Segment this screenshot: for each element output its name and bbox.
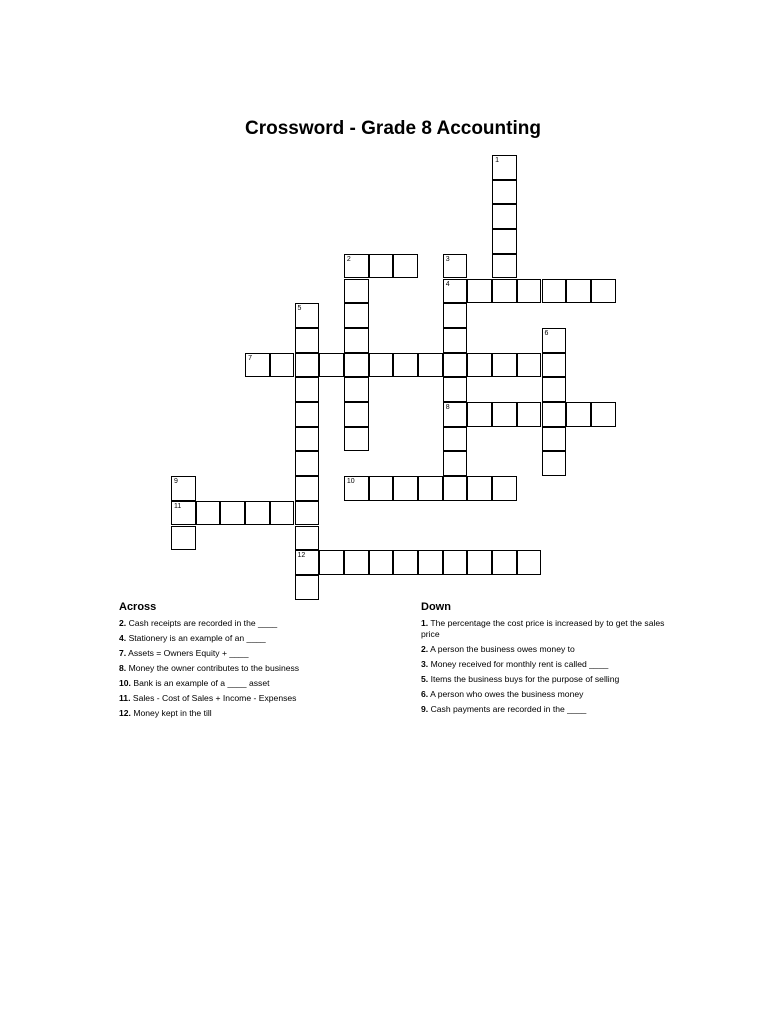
grid-cell[interactable] <box>295 550 320 575</box>
across-clue <box>119 633 364 644</box>
grid-cell[interactable] <box>492 550 517 575</box>
grid-cell[interactable] <box>542 402 567 427</box>
grid-cell[interactable] <box>295 377 320 402</box>
grid-cell[interactable] <box>295 476 320 501</box>
clue-number: 12. <box>119 708 131 718</box>
grid-cell[interactable] <box>542 353 567 378</box>
clue-text: Bank is an example of a ____ asset <box>133 678 270 688</box>
clue-number-label: 9 <box>174 478 178 486</box>
grid-cell[interactable] <box>492 279 517 304</box>
clue-number-label: 7 <box>248 354 252 362</box>
grid-cell[interactable] <box>443 353 468 378</box>
across-clue <box>119 648 364 659</box>
grid-cell[interactable] <box>443 328 468 353</box>
grid-cell[interactable] <box>319 550 344 575</box>
down-clues <box>421 601 666 719</box>
clue-number: 1. <box>421 618 429 628</box>
grid-cell[interactable] <box>344 476 369 501</box>
down-clue <box>421 704 666 715</box>
grid-cell[interactable] <box>542 427 567 452</box>
grid-cell[interactable] <box>467 402 492 427</box>
grid-cell[interactable] <box>542 328 567 353</box>
grid-cell[interactable] <box>492 229 517 254</box>
clue-text: Money kept in the till <box>133 708 212 718</box>
grid-cell[interactable] <box>467 550 492 575</box>
grid-cell[interactable] <box>393 476 418 501</box>
grid-cell[interactable] <box>443 476 468 501</box>
grid-cell[interactable] <box>171 501 196 526</box>
grid-cell[interactable] <box>344 402 369 427</box>
grid-cell[interactable] <box>517 402 542 427</box>
grid-cell[interactable] <box>393 254 418 279</box>
grid-cell[interactable] <box>369 550 394 575</box>
grid-cell[interactable] <box>492 204 517 229</box>
clue-text: Cash receipts are recorded in the ____ <box>128 618 278 628</box>
crossword-grid <box>171 155 621 580</box>
grid-cell[interactable] <box>492 476 517 501</box>
grid-cell[interactable] <box>467 279 492 304</box>
grid-cell[interactable] <box>344 279 369 304</box>
down-clue <box>421 689 666 700</box>
grid-cell[interactable] <box>295 328 320 353</box>
grid-cell[interactable] <box>517 353 542 378</box>
clue-number-label: 12 <box>297 552 306 560</box>
grid-cell[interactable] <box>344 377 369 402</box>
grid-cell[interactable] <box>295 427 320 452</box>
clue-number: 10. <box>119 678 131 688</box>
grid-cell[interactable] <box>220 501 245 526</box>
clue-number: 4. <box>119 633 127 643</box>
grid-cell[interactable] <box>393 353 418 378</box>
grid-cell[interactable] <box>418 353 443 378</box>
grid-cell[interactable] <box>196 501 221 526</box>
grid-cell[interactable] <box>443 451 468 476</box>
grid-cell[interactable] <box>344 328 369 353</box>
down-heading: Down <box>421 601 451 613</box>
clue-number: 5. <box>421 674 429 684</box>
page-title: Crossword - Grade 8 Accounting <box>245 118 541 139</box>
clue-number-label: 3 <box>445 255 450 263</box>
clue-number: 7. <box>119 648 127 658</box>
clue-text: A person who owes the business money <box>430 689 584 699</box>
grid-cell[interactable] <box>418 550 443 575</box>
clue-number-label: 6 <box>544 329 549 337</box>
clue-text: Assets = Owners Equity + ____ <box>128 648 249 658</box>
clue-number-label: 2 <box>346 255 351 263</box>
grid-cell[interactable] <box>492 180 517 205</box>
grid-cell[interactable] <box>542 377 567 402</box>
grid-cell[interactable] <box>295 451 320 476</box>
grid-cell[interactable] <box>369 476 394 501</box>
grid-cell[interactable] <box>344 254 369 279</box>
grid-cell[interactable] <box>443 279 468 304</box>
clue-number: 9. <box>421 704 429 714</box>
clue-number-label: 8 <box>445 404 450 411</box>
grid-cell[interactable] <box>418 476 443 501</box>
grid-cell[interactable] <box>542 451 567 476</box>
down-clue <box>421 618 666 640</box>
across-heading: Across <box>119 601 157 613</box>
grid-cell[interactable] <box>295 303 320 328</box>
grid-cell[interactable] <box>344 303 369 328</box>
grid-cell[interactable] <box>245 353 270 378</box>
grid-cell[interactable] <box>295 501 320 526</box>
grid-cell[interactable] <box>492 254 517 279</box>
grid-cell[interactable] <box>443 303 468 328</box>
grid-cell[interactable] <box>295 526 320 551</box>
grid-cell[interactable] <box>492 353 517 378</box>
grid-cell[interactable] <box>295 575 320 600</box>
across-clue <box>119 618 364 629</box>
grid-cell[interactable] <box>295 353 320 378</box>
across-clues <box>119 601 364 723</box>
grid-cell[interactable] <box>443 377 468 402</box>
clue-text: Money received for monthly rent is called ____ <box>430 659 609 669</box>
across-clue <box>119 693 364 704</box>
grid-cell[interactable] <box>393 550 418 575</box>
grid-cell[interactable] <box>369 254 394 279</box>
grid-cell[interactable] <box>566 279 591 304</box>
clue-number: 3. <box>421 659 429 669</box>
grid-cell[interactable] <box>443 550 468 575</box>
across-clue <box>119 678 364 689</box>
grid-cell[interactable] <box>542 279 567 304</box>
grid-cell[interactable] <box>566 402 591 427</box>
grid-cell[interactable] <box>443 254 468 279</box>
clue-number-label: 1 <box>495 157 499 164</box>
clue-number-label: 4 <box>445 280 450 288</box>
grid-cell[interactable] <box>369 353 394 378</box>
across-clue <box>119 708 364 719</box>
down-clue <box>421 674 666 685</box>
clue-text: Cash payments are recorded in the ____ <box>430 704 587 714</box>
grid-cell[interactable] <box>591 402 616 427</box>
grid-cell[interactable] <box>492 402 517 427</box>
down-clue <box>421 644 666 655</box>
grid-cell[interactable] <box>245 501 270 526</box>
clue-text: A person the business owes money to <box>430 644 575 654</box>
grid-cell[interactable] <box>467 476 492 501</box>
grid-cell[interactable] <box>443 402 468 427</box>
grid-cell[interactable] <box>443 427 468 452</box>
clue-text: Items the business buys for the purpose of selling <box>430 674 620 684</box>
grid-cell[interactable] <box>517 550 542 575</box>
clue-text: The percentage the cost price is increased by to get the sales price <box>421 618 665 639</box>
grid-cell[interactable] <box>295 402 320 427</box>
grid-cell[interactable] <box>517 279 542 304</box>
across-clue <box>119 663 364 674</box>
grid-cell[interactable] <box>270 353 295 378</box>
clue-text: Stationery is an example of an ____ <box>128 633 266 643</box>
clue-number: 2. <box>421 644 429 654</box>
grid-cell[interactable] <box>319 353 344 378</box>
clue-number: 6. <box>421 689 429 699</box>
clue-number-label: 10 <box>346 478 355 486</box>
clue-number: 8. <box>119 663 127 673</box>
grid-cell[interactable] <box>270 501 295 526</box>
grid-cell[interactable] <box>171 526 196 551</box>
grid-cell[interactable] <box>492 155 517 180</box>
clue-number-label: 5 <box>297 305 302 313</box>
grid-cell[interactable] <box>591 279 616 304</box>
down-clue <box>421 659 666 670</box>
grid-cell[interactable] <box>344 550 369 575</box>
clue-number-label: 11 <box>174 502 182 510</box>
clue-number: 2. <box>119 618 127 628</box>
grid-cell[interactable] <box>344 427 369 452</box>
clue-text: Sales - Cost of Sales + Income - Expenses <box>132 693 297 703</box>
clue-text: Money the owner contributes to the business <box>128 663 300 673</box>
clue-number: 11. <box>119 693 131 703</box>
grid-cell[interactable] <box>171 476 196 501</box>
grid-cell[interactable] <box>344 353 369 378</box>
grid-cell[interactable] <box>467 353 492 378</box>
